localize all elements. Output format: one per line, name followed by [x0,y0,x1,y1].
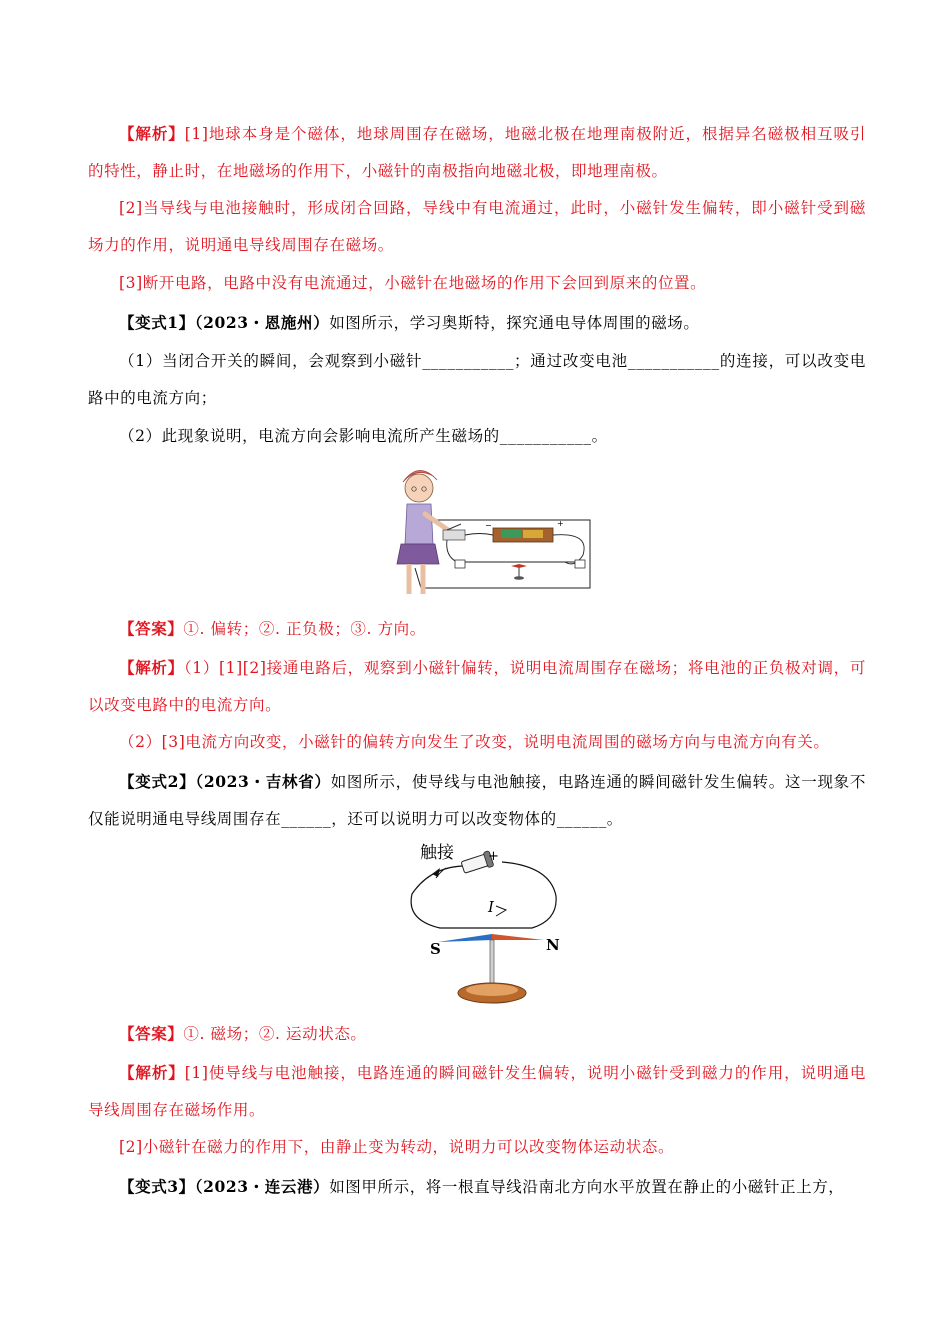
wire-loop [411,862,556,928]
needle-base [514,576,524,580]
battery-cell-2 [523,530,543,538]
variant1-question-1: （1）当闭合开关的瞬间，会观察到小磁针___________；通过改变电池___________的连接，可以改变电路中的电流方向； [88,352,866,407]
touch-label: 触接 [420,843,454,863]
switch-lever [447,524,461,530]
variant1-label: 【变式1】 [119,313,195,332]
battery-minus-label: − [485,521,492,530]
girl-shirt [405,504,433,544]
variant1-figure-circuit [385,460,605,600]
switch-base [443,530,465,540]
variant1-question-2: （2）此现象说明，电流方向会影响电流所产生磁场的___________。 [119,427,608,445]
variant2-stem: 【变式2】（2023・吉林省）如图所示，使导线与电池触接，电路连通的瞬间磁针发生偏转。这一现象不仅能说明通电导线周围存在______，还可以说明力可以改变物体的______。 [88,772,866,828]
intro-analysis-3: [3]断开电路，电路中没有电流通过，小磁针在地磁场的作用下会回到原来的位置。 [119,274,707,292]
variant2-answer: 【答案】①. 磁场；②. 运动状态。 [119,1024,367,1043]
needle [511,564,527,568]
variant3-label: 【变式3】 [119,1177,195,1196]
wire-switch-battery [465,534,493,536]
variant2-label: 【变式2】 [119,772,196,791]
needle-north-half [492,934,544,940]
variant1-source: （2023・恩施州） [194,313,330,332]
wire-left [447,540,457,562]
south-label: S [430,940,441,958]
current-label: I [488,898,494,916]
table-edge [415,568,421,588]
variant1-analysis-2: （2）[3]电流方向改变，小磁针的偏转方向发生了改变，说明电流周围的磁场方向与电流方向有关。 [119,733,830,751]
girl-legs [409,564,423,594]
current-arrow [496,906,506,916]
stand-base-top [466,984,518,996]
variant3-stem: 【变式3】（2023・连云港）如图甲所示，将一根直导线沿南北方向水平放置在静止的小磁针正上方， [119,1177,845,1196]
wire-support-left [455,560,465,568]
variant1-analysis-1: 【解析】（1）[1][2]接通电路后，观察到小磁针偏转，说明电流周围存在磁场；将电池的正负极对调，可以改变电路中的电流方向。 [88,658,866,714]
girl-head [405,474,433,502]
battery-plus-label: + [488,849,499,864]
girl-skirt [397,544,439,564]
variant1-answer: 【答案】①. 偏转；②. 正负极；③. 方向。 [119,619,426,638]
intro-analysis-1: 【解析】[1]地球本身是个磁体，地球周围存在磁场，地磁北极在地理南极附近，根据异名磁极相互吸引的特性，静止时，在地磁场的作用下，小磁针的南极指向地磁北极，即地理南极。 [88,124,866,180]
variant3-source: （2023・连云港） [194,1177,330,1196]
touch-arrow [432,868,440,877]
variant1-stem: 【变式1】（2023・恩施州）如图所示，学习奥斯特，探究通电导体周围的磁场。 [119,313,700,332]
needle-stand [490,940,494,988]
intro-analysis-2: [2]当导线与电池接触时，形成闭合回路，导线中有电流通过，此时，小磁针发生偏转，即小磁针受到磁场力的作用，说明通电导线周围存在磁场。 [88,199,866,254]
north-label: N [546,936,560,954]
variant2-figure-compass [410,838,570,1010]
needle-south-half [438,934,492,942]
variant2-analysis-2: [2]小磁针在磁力的作用下，由静止变为转动，说明力可以改变物体运动状态。 [119,1138,675,1156]
analysis-label: 【解析】 [119,124,185,143]
wire-right [553,535,584,564]
variant2-analysis-1: 【解析】[1]使导线与电池触接，电路连通的瞬间磁针发生偏转，说明小磁针受到磁力的作用，说明通电导线周围存在磁场作用。 [88,1063,866,1119]
wire-support-right [575,560,585,568]
variant2-source: （2023・吉林省） [195,772,331,791]
battery-cell-1 [501,530,521,538]
battery-plus-label: + [557,519,564,528]
